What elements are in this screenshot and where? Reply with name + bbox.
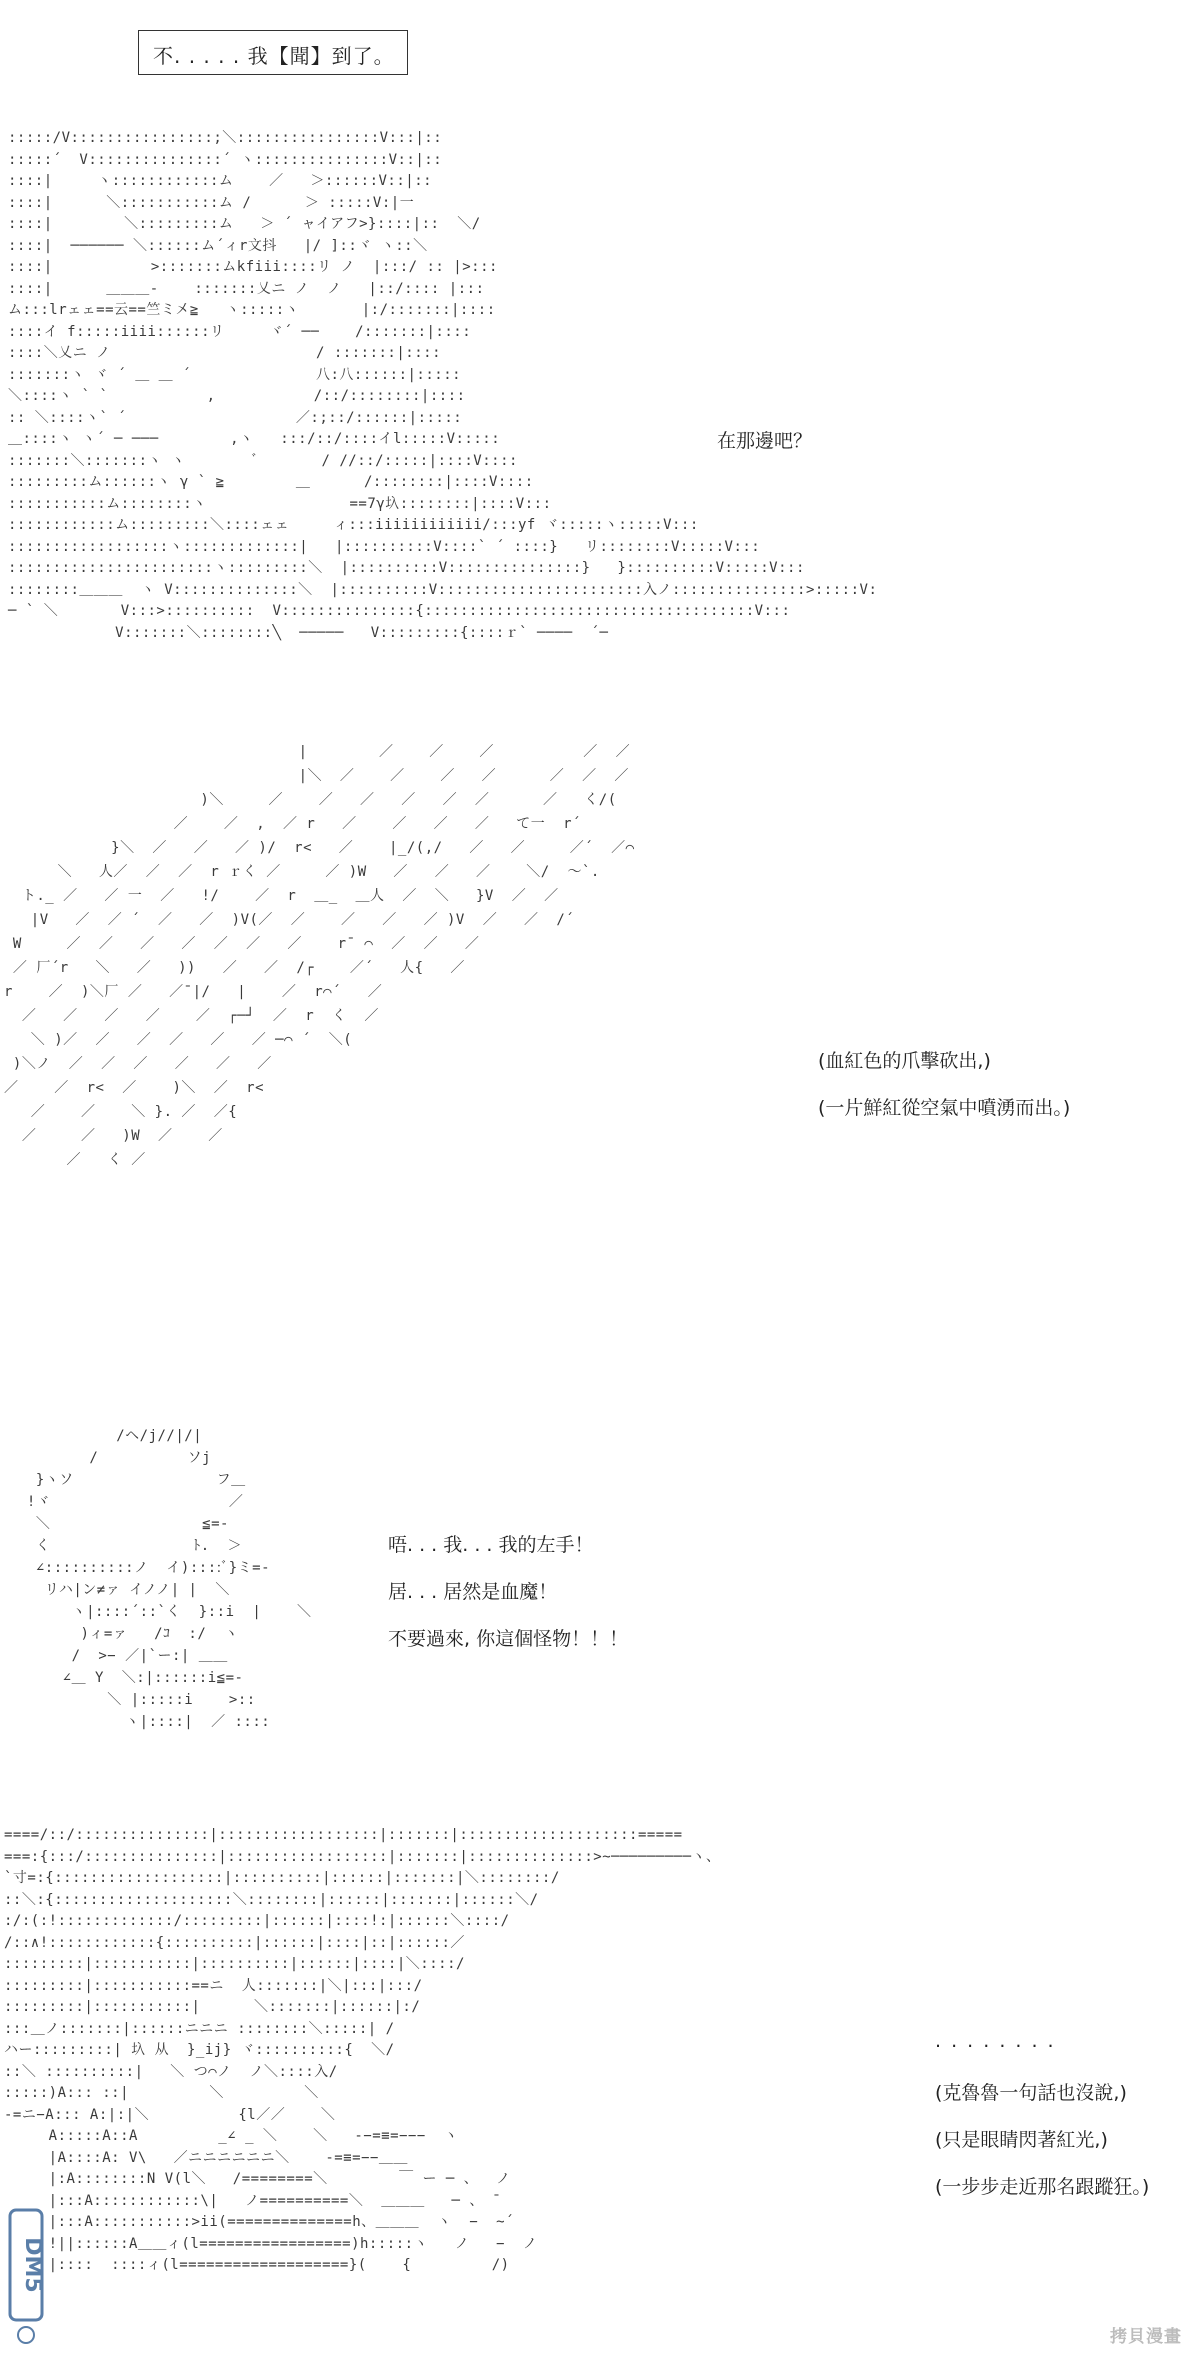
narration-line: (克魯魯一句話也沒說,) [935,2082,1127,2104]
caption-box [138,30,408,75]
ascii-art-stalker: /ヘ/j//|/| / ソj }ヽソ フ＿ !ヾ ／ ＼ ≦=- く ﾄ. ＞ ∠::::::::::ノ イ)::::ﾞ}ミ=- リハ|ン≠ァ イノノ| | ＼ ヽ|::::´::`く }::i | ＼ )ィ=ァ /ｺ :/ ヽ / >− ／|`ー:| ＿＿ ∠＿ Y ＼:|::::::i≦=- ＼ |:::::i >:: ヽ|::::| ／ :::: [26,1428,312,1730]
speech-text: 在那邊吧？ [717,430,813,452]
ascii-art-figure-1: :::::/V::::::::::::::::;＼::::::::::::::::V:::|:: :::::´ V:::::::::::::::´ ヽ:::::::::::::::V::|:: ::::| ヽ::::::::::::ム ／ ＞::::::V::|:: ::::| ＼:::::::::::ム / ＞ :::::V:|一 ::::| ＼:::::::::ム ＞ ´ ャイアフ>}::::|:: ＼/ ::::| ────── ＼::::::ム´ィr文抖 |/ ]::ヾ ヽ::＼ ::::| >:::::::ムkfiii::::リ ノ |:::/ :: |>::: ::::| ＿＿＿- :::::::乂ニ ノ ノ |::/:::: |::: ム:::lrェェ==云==竺ミ㐅≧ ヽ:::::ヽ |:/:::::::|:::: ::::イ f:::::iiii::::::リ ヾ´ ── /:::::::|:::: ::::＼乂ニ ノ / :::::::|:::: :::::::ヽ ヾ ´ ＿ ＿ ´ 八:八::::::|::::: ＼::::ヽ ` ` , /::/::::::::|:::: :: ＼::::ヽ` ´ ／:;::/::::::|::::: ＿::::ヽ ヽ´ ─ ─── ,ヽ :::/::/::::イl:::::V::::: :::::::＼:::::::ヽ ヽ ﾞ / //::/:::::|::::V:::: :::::::::ム::::::ヽ γ ` ≧ ＿ /::::::::|::::V:::: :::::::::::ム::::::::ヽ ==7γ圦::::::::|::::V::: ::::::::::::ム:::::::::＼::::ェェ ィ:::iiiiiiiiiiii/:::yf ヾ:::::ヽ:::::V::: ::::::::::::::::::ヽ:::::::::::::| |::::::::::V::::` ´ ::::} リ::::::::V:::::V::: :::::::::::::::::::::::ヽ:::::::::＼ |::::::::::V:::::::::::::::} }::::::::::V:::::V::: ::::::::＿＿＿ ヽ V::::::::::::::＼ |::::::::::V:::::::::::::::::::::::入ノ:::::::::::::::>:::::V: ─ ` ＼ V:::>:::::::::: V:::::::::::::::{:::::::::::::::::::::::::::::::::::::V::: V:::::::＼::::::::╲ ───── V:::::::::{::::ｒ` ──── ´─ [8,130,878,641]
narration-block-4 [935,2070,1149,2211]
ellipsis-text: . . . . . . . . [935,2030,1056,2052]
ascii-art-claw-slash: | ／ ／ ／ ／ ／ |＼ ／ ／ ／ ／ ／ ／ ／ )＼ ／ ／ ／ ／ ／ ／ ／ く/( ／ ／ , ／ r ／ ／ ／ ／ て一 r´ }＼ ／ ／ ／ )/ r< ／ |_/(,/ ／ ／ ／´ ／⌒ ＼ 人／ ／ ／ r ｒく ／ ／ )W ／ ／ ／ ＼/ ～`. ト._ ／ ／ 一 ／ !/ ／ r ＿_ ＿人 ／ ＼ }V ／ ／ |V ／ ／ ´ ／ ／ )V(／ ／ ／ ／ ／ )V ／ ／ /´ W ／ ／ ／ ／ ／ ／ ／ r¯ ⌒ ／ ／ ／ ／ 厂´r ＼ ／ )) ／ ／ /┌ ／´ 人{ ／ r ／ )＼厂 ／ ／¯|/ | ／ r⌒´ ／ ／ ／ ／ ／ ／ ┌─┘ ／ r く ／ ＼ )／ ／ ／ ／ ／ ／ ─⌒ ´ ＼( )＼ノ ／ ／ ／ ／ ／ ／ ／ ／ r< ／ )＼ ／ r< ／ ／ ＼ }. ／ ／{ ／ ／ )W ／ ／ ／ く ／ [4,744,635,1168]
caption-text: 不. . . . . 我【聞】到了。 [153,44,395,68]
narration-line: (血紅色的爪擊砍出,) [818,1050,991,1072]
svg-text:DM5: DM5 [20,2237,45,2293]
narration-line: (一步步走近那名跟蹤狂。) [935,2176,1150,2198]
watermark-text: 拷貝漫畫 [1110,2327,1182,2347]
ascii-art-approach: ====/::/:::::::::::::::|::::::::::::::::::|:::::::|::::::::::::::::::::===== ===:{:::/:::::::::::::::|::::::::::::::::::|:::::::|::::::::::::::>~─────────ヽ、 `寸=:{:::::::::::::::::::|::::::::::|::::::|:::::::|＼::::::::/ ::＼:{::::::::::::::::::::＼::::::::|::::::|:::::::|::::::＼/ :/:(:!:::::::::::::/:::::::::|::::::|::::!:|::::::＼::::/ /::∧!::::::::::::{::::::::::|::::::|::::|::|::::::／ :::::::::|:::::::::::|::::::::::|::::::|::::|＼::::/ :::::::::|:::::::::::==ニ 人:::::::|＼|:::|:::/ :::::::::|:::::::::::| ＼:::::::|::::::|:/ :::＿ノ:::::::|::::::ニニニ ::::::::＼:::::| / ハー:::::::::| 圦 从 }_ij} ヾ::::::::::{ ＼/ ::＼ ::::::::::| ＼ つ⌒ノ ノ＼::::入/ :::::)A::: ::| ＼ ＼ -=ニ−A::: A:|:|＼ {l／／ ＼ A:::::A::A _∠ _ ＼ ＼ -−=≡=−−− ヽ |A::::A: V\ ／ニニニニニニ＼ -=≡=−−＿＿ |:A::::::::N V(l＼ /========＼ ￣ ー ─ 、 ノ |:::A::::::::::::\| ノ==========＼ ＿＿＿ ─ 、 ̄ |:::A:::::::::::>ii(==============h、＿＿＿ ヽ − ~´ !||::::::A＿＿ィ(l=================)h:::::ヽ ノ − ノ |:::: ::::ィ(l===================}( { /) [4,1827,721,2273]
narration-block-2 [818,1038,1070,1132]
narration-line: (只是眼睛閃著紅光,) [935,2129,1108,2151]
dialogue-line: 居. . . 居然是血魔！ [388,1581,558,1603]
narration-line: (一片鮮紅從空氣中噴湧而出。) [818,1097,1071,1119]
dm5-logo-icon [4,2200,48,2350]
dialogue-block-3 [388,1522,628,1663]
dialogue-line: 不要過來, 你這個怪物！！！ [388,1628,629,1650]
dialogue-line: 唔. . . 我. . . 我的左手！ [388,1534,594,1556]
